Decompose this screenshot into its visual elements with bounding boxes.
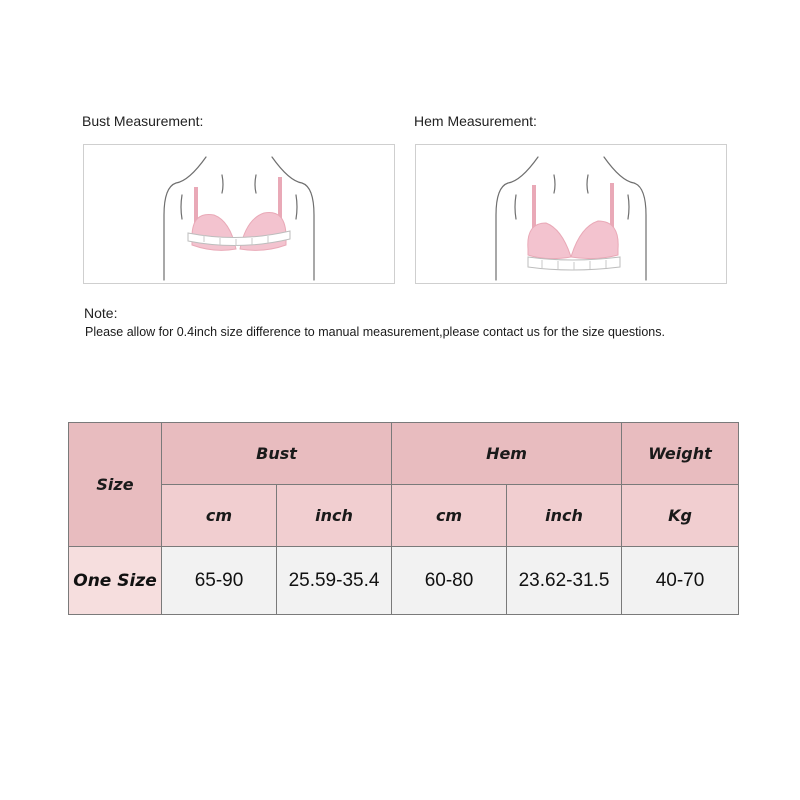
bust-measurement-caption: Bust Measurement: bbox=[82, 113, 204, 129]
weight-header: Weight bbox=[622, 423, 739, 485]
hem-inch-cell: 23.62-31.5 bbox=[507, 547, 622, 615]
bust-measurement-illustration bbox=[83, 144, 395, 284]
note-text: Please allow for 0.4inch size difference to manual measurement,please contact us for the size questions. bbox=[85, 325, 665, 339]
weight-kg-header: Kg bbox=[622, 485, 739, 547]
hem-cm-cell: 60-80 bbox=[392, 547, 507, 615]
bust-inch-cell: 25.59-35.4 bbox=[277, 547, 392, 615]
note-title: Note: bbox=[84, 305, 118, 321]
table-header-row bbox=[69, 423, 739, 485]
bust-cm-cell: 65-90 bbox=[162, 547, 277, 615]
table-unit-row bbox=[69, 485, 739, 547]
size-chart-table bbox=[68, 422, 739, 615]
hem-header: Hem bbox=[392, 423, 622, 485]
bust-header: Bust bbox=[162, 423, 392, 485]
hem-measurement-caption: Hem Measurement: bbox=[414, 113, 537, 129]
size-label-cell: One Size bbox=[69, 547, 162, 615]
table-row bbox=[69, 547, 739, 615]
size-header: Size bbox=[69, 423, 162, 547]
hem-measurement-illustration bbox=[415, 144, 727, 284]
bust-cm-header: cm bbox=[162, 485, 277, 547]
hem-cm-header: cm bbox=[392, 485, 507, 547]
bust-inch-header: inch bbox=[277, 485, 392, 547]
hem-inch-header: inch bbox=[507, 485, 622, 547]
weight-kg-cell: 40-70 bbox=[622, 547, 739, 615]
